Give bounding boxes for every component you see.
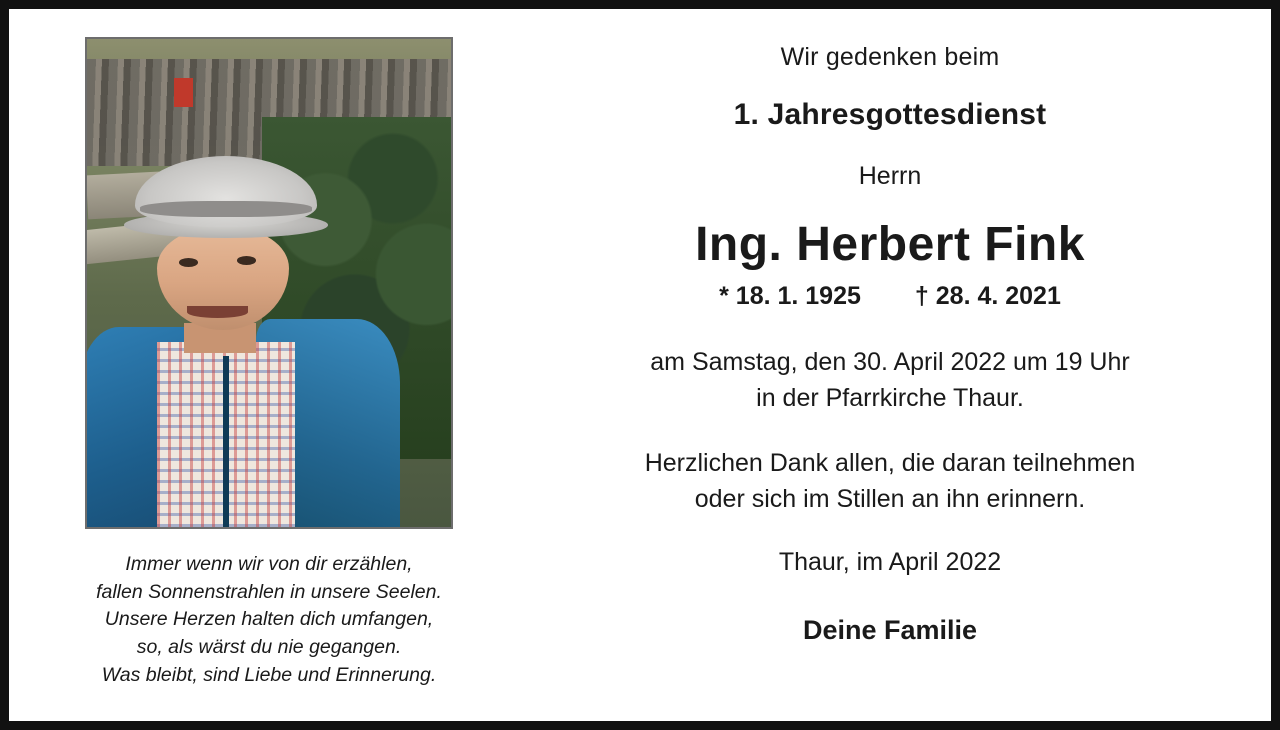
thanks-message (645, 446, 1136, 517)
deceased-name: Ing. Herbert Fink (695, 218, 1085, 271)
left-column (9, 9, 529, 721)
event-line-2: in der Pfarrkirche Thaur. (756, 383, 1024, 412)
event-line-1: am Samstag, den 30. April 2022 um 19 Uhr (650, 348, 1130, 376)
photo-jacket-zipper (223, 356, 229, 527)
verse-line-2: fallen Sonnenstrahlen in unsere Seelen. (96, 580, 442, 603)
honorific-text: Herrn (858, 162, 922, 190)
event-details (650, 345, 1129, 416)
life-dates (719, 282, 1061, 311)
thanks-line-1: Herzlichen Dank allen, die daran teilnehmen (644, 449, 1136, 477)
portrait-photo-of-deceased (85, 37, 453, 529)
photo-eye-left (179, 258, 198, 267)
verse-line-3: Unsere Herzen halten dich umfangen, (104, 608, 434, 631)
photo-red-object (174, 78, 192, 107)
memorial-verse (96, 551, 442, 689)
thanks-line-2: oder sich im Stillen an ihn erinnern. (694, 484, 1086, 513)
birth-date: * 18. 1. 1925 (719, 282, 861, 310)
verse-line-4: so, als wärst du nie gegangen. (136, 636, 402, 659)
place-and-date: Thaur, im April 2022 (778, 548, 1002, 576)
right-column (529, 9, 1271, 721)
closing-signature: Deine Familie (802, 614, 978, 645)
photo-hat-band (140, 201, 312, 218)
verse-line-5: Was bleibt, sind Liebe und Erinnerung. (101, 663, 437, 686)
notice-inner-layout (9, 9, 1271, 721)
service-title: 1. Jahresgottesdienst (733, 98, 1047, 131)
death-date: † 28. 4. 2021 (914, 282, 1061, 310)
intro-text: Wir gedenken beim (780, 43, 1000, 71)
verse-line-1: Immer wenn wir von dir erzählen, (125, 553, 413, 575)
photo-person (112, 156, 389, 527)
